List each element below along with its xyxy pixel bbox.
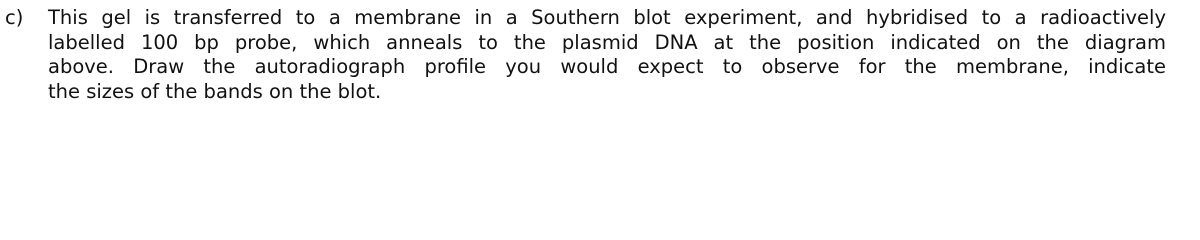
question-label: c) bbox=[5, 6, 24, 29]
question-line-4: the sizes of the bands on the blot. bbox=[48, 79, 382, 103]
question-text bbox=[48, 6, 1166, 104]
question-line-1: This gel is transferred to a membrane in a Southern blot experiment, and hybridised to a radioactively bbox=[48, 6, 1166, 29]
question-line-2: labelled 100 bp probe, which anneals to the plasmid DNA at the position indicated on the diagram bbox=[48, 30, 1166, 54]
question-line-3: above. Draw the autoradiograph profile you would expect to observe for the membrane, indicate bbox=[48, 55, 1166, 79]
question-c bbox=[0, 6, 1200, 104]
